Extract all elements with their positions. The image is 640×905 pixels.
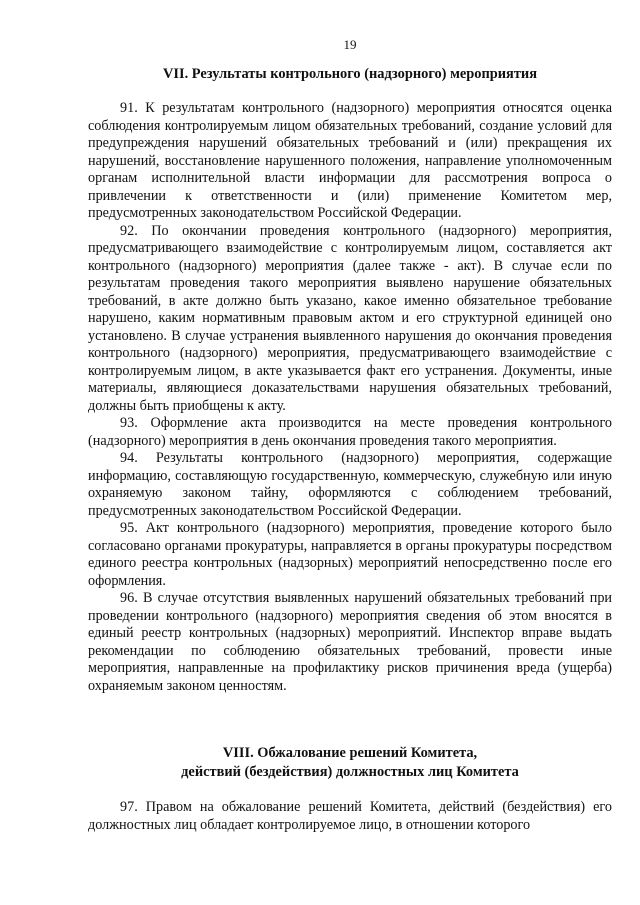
page-number: 19	[343, 37, 357, 52]
paragraph-96: 96. В случае отсутствия выявленных нарушений обязательных требований при проведении контрольного (надзорного) мероприятия сведения об этом вносятся в единый реестр контрольных (надзорных) мероприятий. Инспектор вправе выдать рекомендации по соблюдению обязательных требований, провести иные мероприятия, направленные на профилактику рисков причинения вреда (ущерба) охраняемым законом ценностям.	[88, 590, 612, 694]
paragraph-91: 91. К результатам контрольного (надзорного) мероприятия относятся оценка соблюдения контролируемым лицом обязательных требований, создание условий для предупреждения нарушений обязательных требований и (или) прекращения их нарушений, восстановление нарушенного положения, направление уполномоченным органам исполнительной власти информации для рассмотрения вопроса о привлечении к ответственности и (или) применение Комитетом мер, предусмотренных законодательством Российской Федерации.	[88, 100, 612, 221]
paragraph-95: 95. Акт контрольного (надзорного) мероприятия, проведение которого было согласовано органами прокуратуры, направляется в органы прокуратуры посредством единого реестра контрольных (надзорных) мероприятий непосредственно после его оформления.	[88, 520, 612, 589]
paragraph-92: 92. По окончании проведения контрольного (надзорного) мероприятия, предусматривающего взаимодействие с контролируемым лицом, составляется акт контрольного (надзорного) мероприятия (далее также - акт). В случае если по результатам проведения такого мероприятия выявлено нарушение обязательных требований, в акте должно быть указано, какое именно обязательное требование нарушено, каким нормативным правовым актом и его структурной единицей оно установлено. В случае устранения выявленного нарушения до окончания проведения контрольного (надзорного) мероприятия, предусматривающего взаимодействие с контролируемым лицом, в акте указывается факт его устранения. Документы, иные материалы, являющиеся доказательствами нарушения обязательных требований, должны быть приобщены к акту.	[88, 222, 612, 414]
section-7-body	[88, 100, 612, 695]
section-8-title	[88, 744, 612, 781]
section-8-body	[88, 799, 612, 834]
paragraph-93: 93. Оформление акта производится на месте проведения контрольного (надзорного) мероприятия в день окончания проведения такого мероприятия.	[88, 415, 612, 449]
section-8-title-line-2: действий (бездействия) должностных лиц Комитета	[181, 763, 519, 780]
section-7-title: VII. Результаты контрольного (надзорного) мероприятия	[163, 66, 537, 82]
paragraph-97: 97. Правом на обжалование решений Комитета, действий (бездействия) его должностных лиц обладает контролируемое лицо, в отношении которого	[88, 799, 612, 833]
paragraph-94: 94. Результаты контрольного (надзорного) мероприятия, содержащие информацию, составляющую государственную, коммерческую, служебную или иную охраняемую законом тайну, оформляются с соблюдением требований, предусмотренных законодательством Российской Федерации.	[88, 450, 612, 519]
section-8-title-line-1: VIII. Обжалование решений Комитета,	[222, 745, 478, 761]
